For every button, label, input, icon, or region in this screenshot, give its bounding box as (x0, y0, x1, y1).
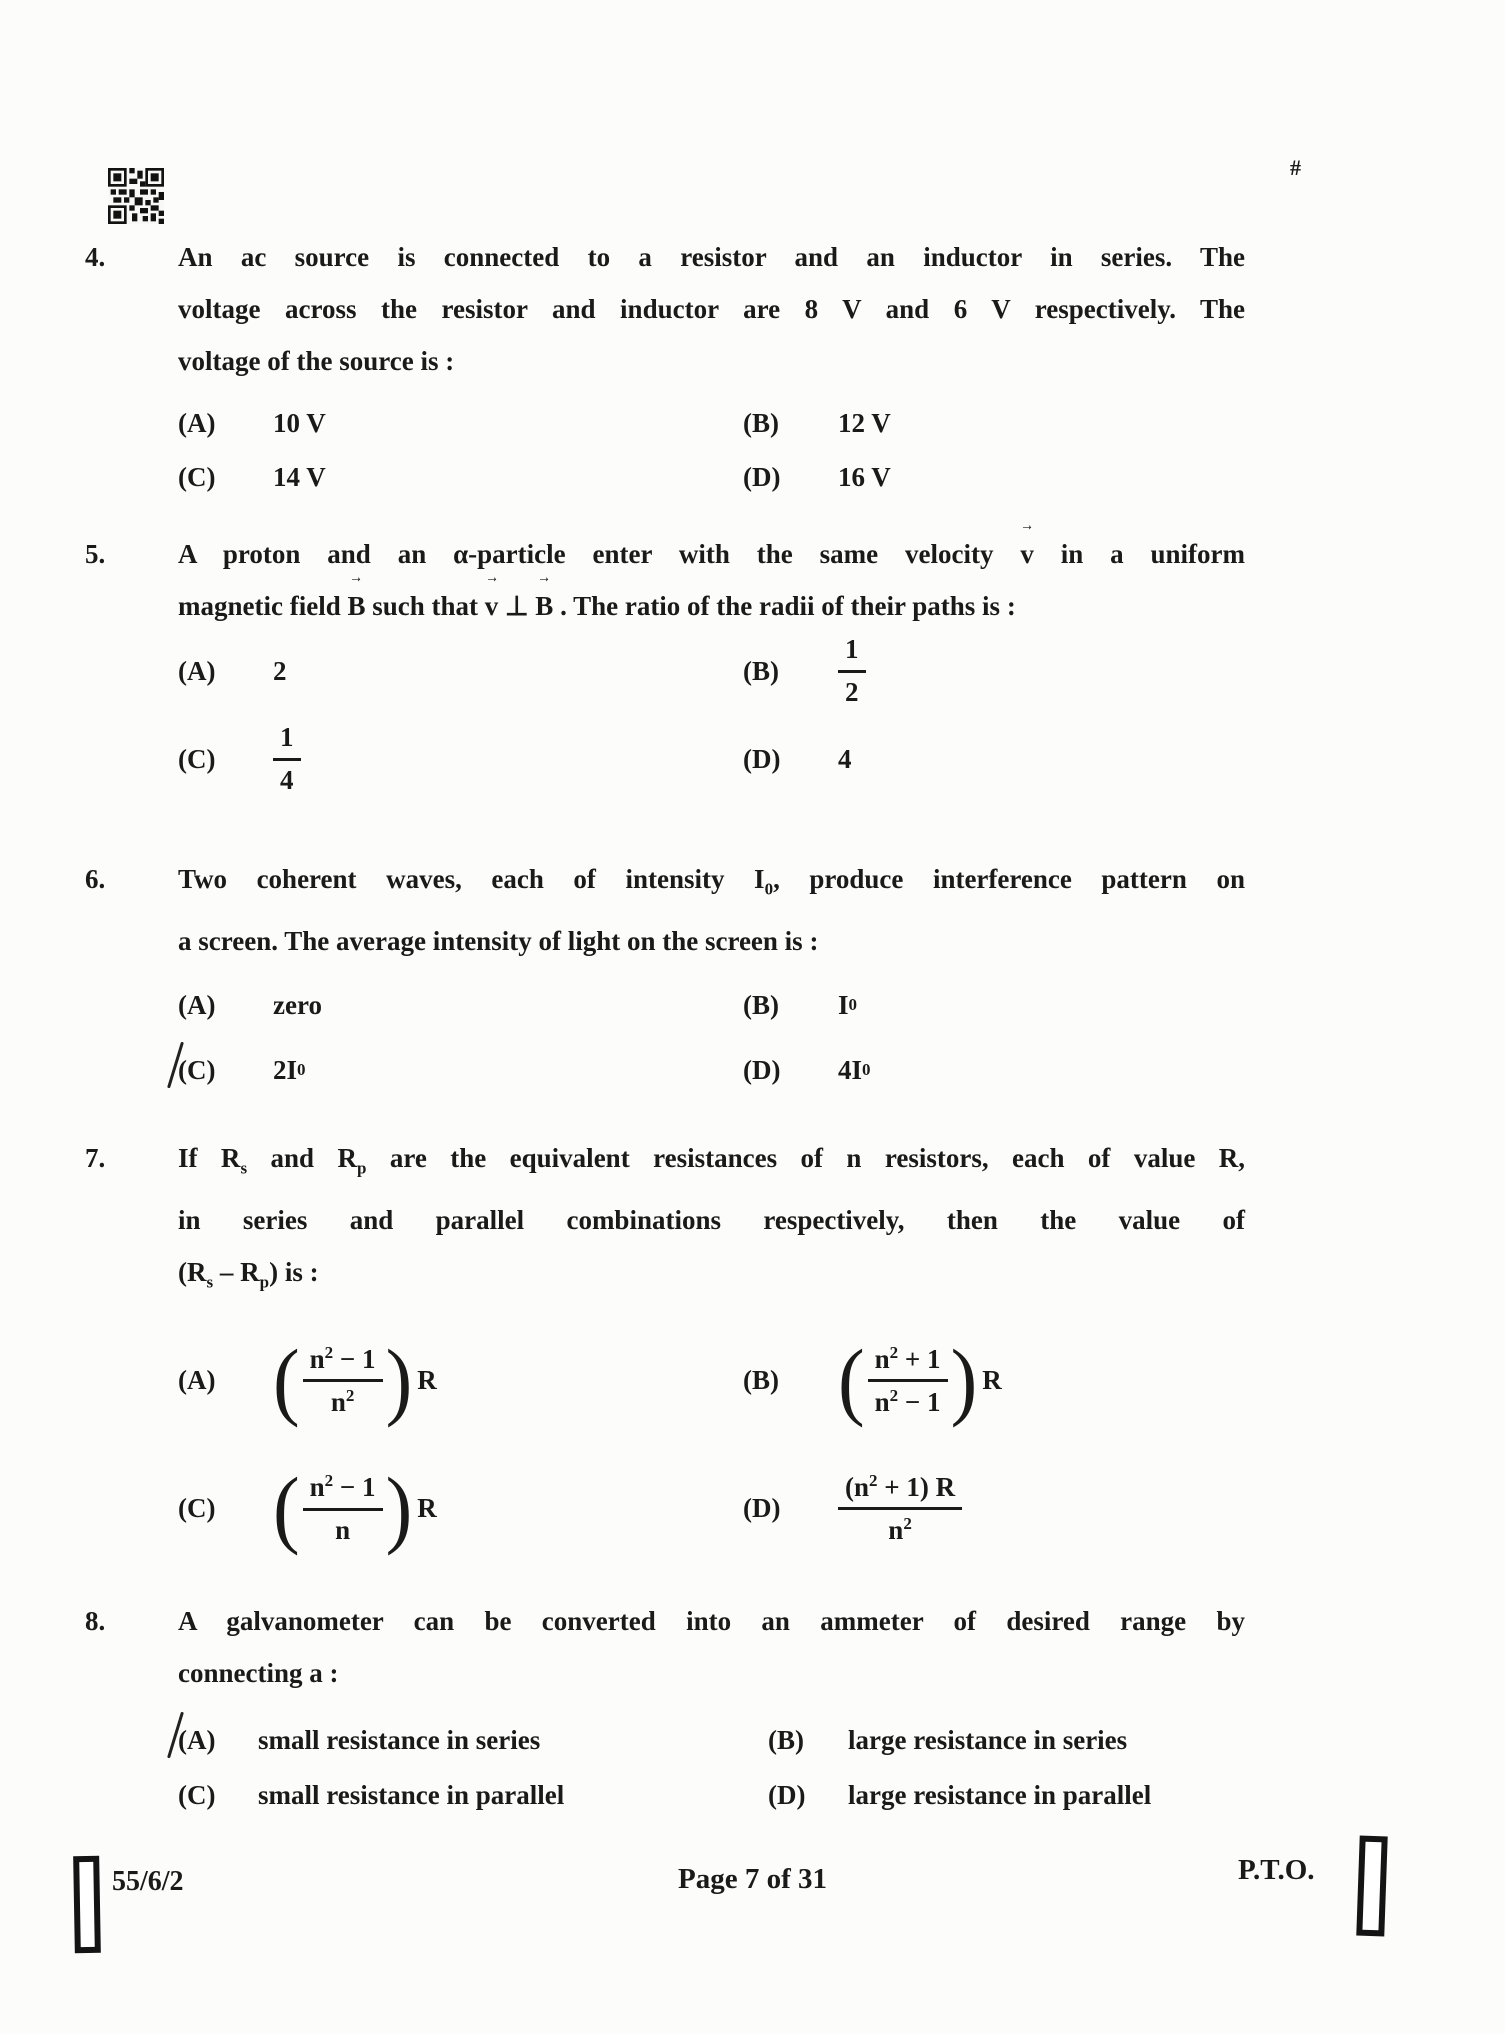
question-5-text-line: magnetic field B → such that v → ⊥ B → . The ratio of the radii of their paths is : (178, 580, 1245, 632)
option-6-d (743, 1050, 1245, 1090)
option-4-b (743, 399, 1245, 447)
question-4-options (178, 399, 1245, 501)
question-8-body (178, 1595, 1245, 1818)
option-6-b (743, 985, 1245, 1025)
option-value: I 0 (838, 989, 858, 1020)
option-value: ( $\frac{n^2 + 1}{n^2 - 1}$ ) R (838, 1333, 1002, 1429)
question-8-text-line: connecting a : (178, 1658, 339, 1688)
question-7-text-line: $(R_s - R_p)$ is : (178, 1257, 319, 1292)
qr-code-image (108, 168, 164, 224)
option-label: (A) (178, 989, 216, 1020)
question-7-number: 7. (85, 1143, 106, 1173)
footer-bracket-mark-right (1356, 1836, 1387, 1937)
option-value: small resistance in parallel (258, 1779, 565, 1810)
question-5-text-line: A proton and an α-particle enter with the same velocity v → in a uniform (178, 528, 1245, 580)
option-label: (B) (743, 407, 779, 438)
question-4-text-line: voltage of the source is : (178, 346, 455, 376)
option-5-b (743, 633, 1245, 707)
question-5-body (178, 528, 1245, 794)
option-7-b (743, 1317, 1245, 1445)
option-value: $\frac{1}{4}$ (273, 721, 301, 798)
question-7-text-line: in series and parallel combinations respectively, then the value of (178, 1205, 1245, 1236)
option-value: 12 V (838, 407, 891, 438)
option-label: (C) (178, 743, 216, 774)
question-8-options (178, 1717, 1245, 1818)
question-8 (85, 1595, 1245, 1818)
option-label: (D) (743, 461, 781, 492)
page-number: Page 7 of 31 (678, 1863, 827, 1895)
option-label: (B) (743, 1365, 779, 1396)
question-8-text-line: A galvanometer can be converted into an ammeter of desired range by (178, 1606, 1245, 1636)
question-6-number: 6. (85, 864, 106, 894)
question-6-text-line: a screen. The average intensity of light on the screen is : (178, 926, 819, 957)
option-8-d (768, 1772, 1245, 1818)
option-value: 4 (838, 743, 852, 774)
option-label: (B) (743, 989, 779, 1020)
question-4-body (178, 231, 1245, 501)
option-label: (C) (178, 1779, 216, 1810)
question-5-number: 5. (85, 539, 106, 569)
question-6-text-line: Two coherent waves, each of intensity $I_0$, produce interference pattern on (178, 864, 1245, 899)
option-7-a (178, 1317, 743, 1445)
option-5-c (178, 721, 743, 795)
option-value: 14 V (273, 461, 326, 492)
option-label: (A) (178, 1365, 216, 1396)
question-6 (85, 853, 1245, 1090)
option-7-c (178, 1445, 743, 1573)
option-label: (B) (743, 655, 779, 686)
option-value: $\frac{(n^2 + 1) R}{n^2}$ (838, 1470, 962, 1549)
option-value: large resistance in parallel (848, 1779, 1152, 1810)
option-6-a (178, 985, 743, 1025)
option-value: 4I 0 (838, 1054, 871, 1085)
option-label: (D) (743, 743, 781, 774)
option-value: ( $\frac{n^2 - 1}{n}$ ) R (273, 1461, 437, 1557)
option-value: $\frac{1}{2}$ (838, 633, 866, 710)
option-value: ( $\frac{n^2 - 1}{n^2}$ ) R (273, 1333, 437, 1429)
option-4-a (178, 399, 743, 447)
question-4-text-line: An ac source is connected to a resistor and an inductor in series. The (178, 242, 1245, 272)
option-value: zero (273, 989, 322, 1020)
question-7-body (178, 1132, 1245, 1573)
option-label-pen-marked: (A) (178, 1725, 258, 1756)
option-6-c (178, 1050, 743, 1090)
option-value: large resistance in series (848, 1724, 1128, 1755)
option-8-b (768, 1717, 1245, 1763)
option-label: (D) (743, 1054, 781, 1085)
option-value: 2I 0 (273, 1054, 306, 1085)
question-7-text-line: If $R_s$ and $R_p$ are the equivalent resistances of n resistors, each of value R, (178, 1143, 1246, 1178)
qr-code (108, 168, 164, 224)
question-8-number: 8. (85, 1606, 106, 1636)
option-label: (D) (743, 1493, 781, 1524)
question-6-body (178, 853, 1245, 1090)
page-hash-mark: # (1290, 155, 1301, 180)
question-4-number: 4. (85, 242, 106, 272)
option-value: small resistance in series (258, 1724, 541, 1755)
option-label: (C) (178, 461, 216, 492)
option-label: (C) (178, 1493, 216, 1524)
option-4-c (178, 453, 743, 501)
option-label-pen-marked: (C) (178, 1055, 273, 1086)
question-7-options (178, 1317, 1245, 1573)
question-4 (85, 231, 1245, 501)
option-4-d (743, 453, 1245, 501)
option-8-c (178, 1772, 768, 1818)
option-label: (A) (178, 655, 216, 686)
option-label: (A) (178, 407, 216, 438)
option-value: 2 (273, 655, 287, 686)
option-5-a (178, 636, 743, 706)
option-value: 10 V (273, 407, 326, 438)
option-7-d (743, 1445, 1245, 1573)
pto-label: P.T.O. (1238, 1854, 1315, 1886)
option-value: 16 V (838, 461, 891, 492)
question-6-options (178, 985, 1245, 1090)
option-5-d (743, 724, 1245, 794)
option-label: (D) (768, 1779, 806, 1810)
question-5-options (178, 633, 1245, 795)
paper-code: 55/6/2 (112, 1866, 184, 1897)
question-4-text-line: voltage across the resistor and inductor are 8 V and 6 V respectively. The (178, 294, 1245, 324)
question-7 (85, 1132, 1245, 1573)
option-label: (B) (768, 1724, 804, 1755)
option-8-a (178, 1717, 768, 1763)
question-5 (85, 528, 1245, 794)
